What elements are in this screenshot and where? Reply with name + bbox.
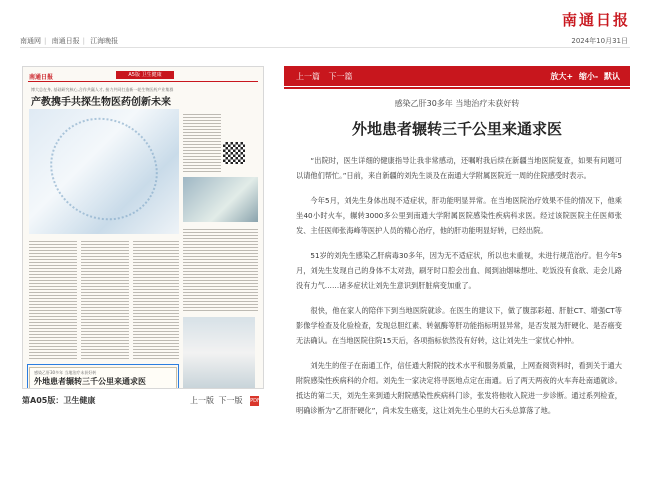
box-headline: 外地患者辗转三千公里来通求医: [34, 376, 146, 386]
text-column: [183, 112, 221, 172]
qr-code: [223, 142, 245, 164]
zoom-out-button[interactable]: 缩小-: [578, 72, 599, 81]
text-column: [81, 239, 129, 359]
zoom-in-button[interactable]: 放大+: [550, 72, 574, 81]
page-navigation: [190, 395, 261, 406]
link-jianghai-evening[interactable]: 江海晚报: [90, 37, 119, 45]
page-label: 第A05版：卫生健康: [22, 396, 96, 405]
link-nantong-net[interactable]: 南通网: [20, 37, 41, 45]
page-kicker: 博大总在身, 基础研究核心,合作共赢人才, 接力共同打造新一轮生物医药产业集群: [31, 87, 174, 92]
site-links: [20, 36, 121, 46]
next-page-link[interactable]: 下一版: [218, 396, 243, 405]
pdf-icon[interactable]: PDF: [250, 397, 260, 404]
page-rule: [28, 81, 258, 82]
issue-date: 2024年10月31日: [571, 37, 628, 45]
article-subtitle: 感染乙肝30多年 当地治疗未获好转: [394, 99, 520, 108]
bottom-photo: [183, 317, 255, 389]
text-column: [183, 227, 258, 312]
prev-page-link[interactable]: 上一版: [190, 396, 214, 405]
article-paragraph: 刘先生的侄子在南通工作，信任通大附院的技术水平和服务质量，上网查阅资料时，看到关于通大附院感染性疾病科的介绍。刘先生一家决定将寻医地点定在南通。后了两天两夜的火车奔赴南通就诊。抵达的第二天，刘先生来到通大附院感染性疾病科门诊，张发将他收入院进一步诊断。通过系列检查，明确诊断为“乙肝肝硬化”，尚未发生癌变，这让刘先生心里的大石头总算落了地。: [296, 361, 622, 415]
article-nav: [296, 71, 359, 82]
newspaper-page-thumbnail[interactable]: [22, 66, 264, 389]
article-paragraph: 很快，他在家人的陪伴下到当地医院就诊。在医生的建议下，做了腹部彩超、肝脏CT、增强CT等影像学检查及化验检查，发现总胆红素、转氨酶等肝功能指标明显异常，是否发展为肝硬化、是否癌变无法确认。在当地医院住院15天后，各项指标依然没有好转，这让刘先生一家忧心忡忡。: [296, 306, 622, 345]
font-size-controls: [547, 71, 620, 82]
side-photo: [183, 177, 258, 222]
site-header: [0, 0, 650, 50]
lead-photo: [29, 109, 179, 234]
text-column: [133, 239, 179, 359]
page-masthead: 南通日报: [29, 74, 54, 81]
article-paragraph: “出院时，医生详细的健康指导让我非常感动，还嘱咐我后续在新疆当地医院复查，如果有问题可以请他们帮忙。”日前，来自新疆的刘先生谈及在南通大学附属医院近一周的住院感受时表示。: [296, 156, 622, 180]
article-title: 外地患者辗转三千公里来通求医: [351, 120, 562, 138]
page-headline[interactable]: 产教携手共探生物医药创新未来: [31, 97, 171, 108]
header-divider: [20, 47, 630, 48]
newspaper-logo: 南通日报: [561, 11, 630, 29]
next-article-link[interactable]: 下一篇: [328, 72, 353, 81]
default-size-button[interactable]: 默认: [604, 72, 620, 81]
separator: |: [44, 37, 47, 45]
page-section-tag: A5版 卫生健康: [116, 71, 174, 79]
article-rule: [284, 87, 630, 89]
text-column: [29, 239, 77, 359]
article-toolbar: [284, 66, 630, 86]
box-kicker: 感染乙肝30多年 当地治疗未获好转: [34, 370, 97, 375]
dna-graphic: [31, 98, 176, 240]
article-paragraph: 51岁的刘先生感染乙肝病毒30多年，因为无不适症状，所以也未重视，未进行规范治疗。但今年5月，刘先生发现自己的身体不太对劲，刷牙时口腔会出血、闻到油烟味想吐、吃饭没有食欲、走会儿路没有力气……诸多症状让刘先生意识到肝脏病变加重了。: [296, 251, 622, 290]
selected-article-box[interactable]: [29, 367, 177, 389]
link-nantong-daily[interactable]: 南通日报: [51, 37, 80, 45]
article-paragraph: 今年5月，刘先生身体出现不适症状，肝功能明显异常。在当地医院治疗效果不佳的情况下，他乘坐40小时火车，辗转3000多公里到南通大学附属医院感染性疾病科求医。经过该院医院主任医师张发、主任医师张海峰等医护人员的精心治疗，他的肝功能明显好转，已经出院。: [296, 196, 622, 235]
prev-article-link[interactable]: 上一篇: [296, 72, 320, 81]
separator: |: [82, 37, 85, 45]
